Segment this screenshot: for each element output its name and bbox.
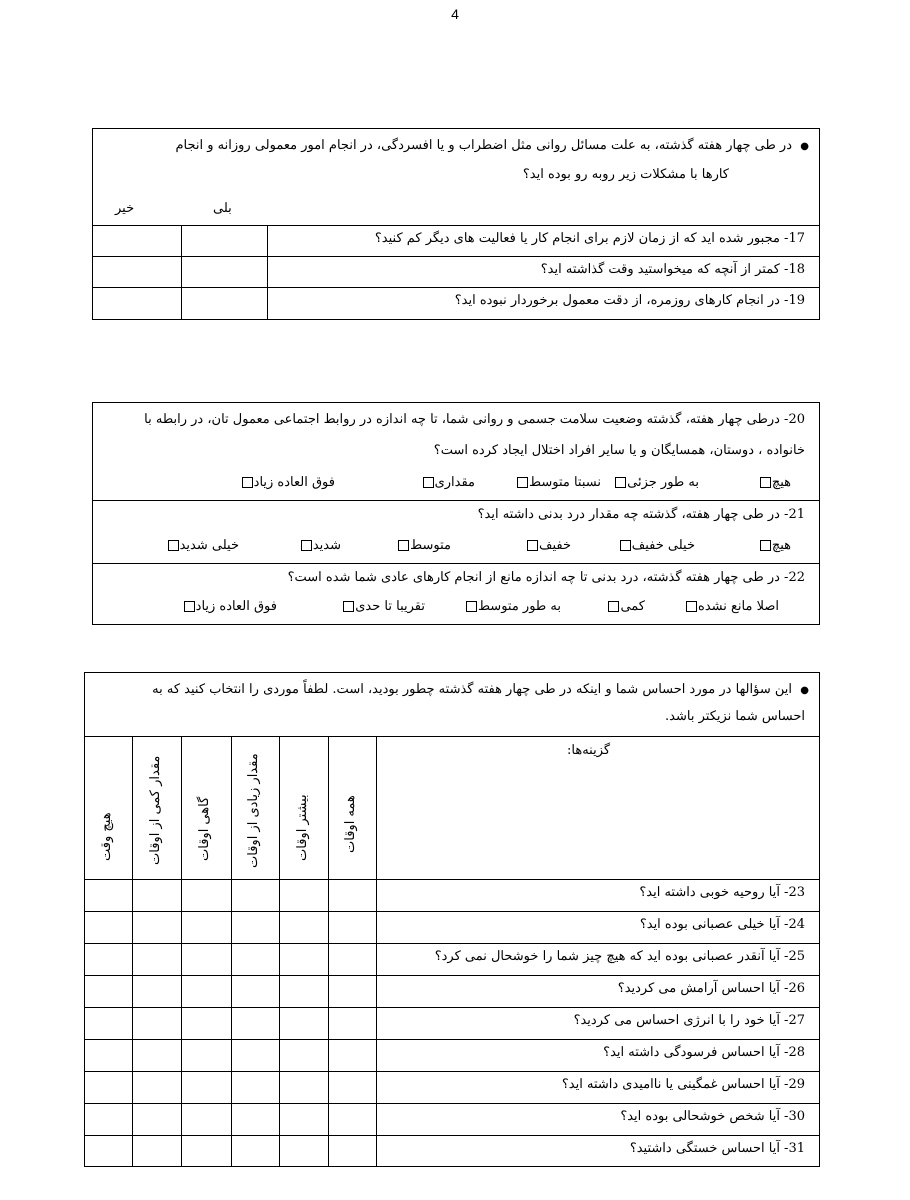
q19-yes-cell[interactable] [182,288,266,318]
question-24: 24- آیا خیلی عصبانی بوده اید؟ [639,917,805,932]
q22-option-a-little[interactable]: کمی [608,599,645,614]
col-header-all-of-the-time: همه اوقات [343,795,358,853]
q21-option-very-mild[interactable]: خیلی خفیف [620,538,695,553]
question-21: 21- در طی چهار هفته، گذشته چه مقدار درد بدنی داشته اید؟ [477,507,805,522]
question-25: 25- آیا آنقدر عصبانی بوده اید که هیچ چیز شما را خوشحال نمی کرد؟ [434,949,805,964]
q18-yes-cell[interactable] [182,257,266,286]
page-number: 4 [451,6,459,22]
checkbox[interactable] [423,477,434,488]
no-column-label: خیر [115,201,135,216]
q21-option-mild[interactable]: خفیف [527,538,571,553]
checkbox[interactable] [517,477,528,488]
q21-option-moderate[interactable]: متوسط [398,538,451,553]
checkbox[interactable] [527,540,538,551]
q19-no-cell[interactable] [94,288,180,318]
q21-option-severe[interactable]: شدید [301,538,341,553]
question-26: 26- آیا احساس آرامش می کردید؟ [617,981,805,996]
section1-intro-line2: کارها با مشکلات زیر روبه رو بوده اید؟ [522,167,729,182]
q22-option-not-at-all[interactable]: اصلا مانع نشده [686,599,779,614]
q17-yes-cell[interactable] [182,226,266,255]
section3-intro: ● این سؤالها در مورد احساس شما و اینکه در طی چهار هفته گذشته چطور بودید، است. لطفاً موردی را انتخاب کنید که به [152,682,809,697]
col-header-a-good-bit-of-the-time: مقدار زیادی از اوقات [246,753,261,868]
checkbox[interactable] [168,540,179,551]
checkbox[interactable] [343,601,354,612]
checkbox[interactable] [686,601,697,612]
q20-option-none[interactable]: هیچ [760,475,791,490]
question-19: 19- در انجام کارهای روزمره، از دقت معمول برخوردار نبوده اید؟ [454,293,805,308]
section3-intro-line2: احساس شما نزیکتر باشد. [665,709,805,724]
question-31: 31- آیا احساس خستگی داشتید؟ [629,1141,805,1156]
checkbox[interactable] [760,540,771,551]
q20-option-moderately[interactable]: نسبتا متوسط [517,475,601,490]
question-29: 29- آیا احساس غمگینی یا ناامیدی داشته اید؟ [561,1077,805,1092]
question-20-line1: 20- درطی چهار هفته، گذشته وضعیت سلامت جسمی و روانی شما، تا چه اندازه در روابط اجتماعی معمول تان، در رابطه با [144,412,805,427]
q18-no-cell[interactable] [94,257,180,286]
q22-option-extremely[interactable]: فوق العاده زیاد [184,599,277,614]
section1-box [92,128,820,320]
question-22: 22- در طی چهار هفته گذشته، درد بدنی تا چه اندازه مانع از انجام کارهای عادی شما شده است؟ [287,570,805,585]
question-27: 27- آیا خود را با انرژی احساس می کردید؟ [573,1013,805,1028]
question-17: 17- مجبور شده اید که از زمان لازم برای انجام کار یا فعالیت های دیگر کم کنید؟ [374,231,805,246]
col-header-never: هیچ وقت [99,812,114,861]
col-header-most-of-the-time: بیشتر اوقات [295,794,310,861]
checkbox[interactable] [608,601,619,612]
checkbox[interactable] [242,477,253,488]
q21-option-very-severe[interactable]: خیلی شدید [168,538,239,553]
checkbox[interactable] [620,540,631,551]
checkbox[interactable] [398,540,409,551]
question-28: 28- آیا احساس فرسودگی داشته اید؟ [603,1045,805,1060]
checkbox[interactable] [760,477,771,488]
q20-option-slightly[interactable]: به طور جزئی [615,475,699,490]
checkbox[interactable] [184,601,195,612]
checkbox[interactable] [615,477,626,488]
section3-box [84,672,820,1167]
options-header: گزینه‌ها: [567,743,611,758]
section1-intro: ● در طی چهار هفته گذشته، به علت مسائل روانی مثل اضطراب و یا افسردگی، در انجام امور معمولی روزانه و انجام [175,138,809,153]
col-header-a-little-of-the-time: مقدار کمی از اوقات [148,755,163,865]
question-23: 23- آیا روحیه خوبی داشته اید؟ [639,885,805,900]
question-30: 30- آیا شخص خوشحالی بوده اید؟ [620,1109,805,1124]
checkbox[interactable] [301,540,312,551]
question-20-line2: خانواده ، دوستان، همسایگان و یا سایر افراد اختلال ایجاد کرده است؟ [433,443,805,458]
yes-column-label: بلی [213,201,232,216]
q21-option-none[interactable]: هیچ [760,538,791,553]
q22-option-moderately[interactable]: به طور متوسط [466,599,561,614]
bullet-icon: ● [800,685,809,696]
q20-option-extremely[interactable]: فوق العاده زیاد [242,475,335,490]
col-header-some-of-the-time: گاهی اوقات [197,796,212,861]
q20-option-quite[interactable]: مقداری [423,475,475,490]
bullet-icon: ● [800,141,809,152]
section2-box [92,402,820,625]
checkbox[interactable] [466,601,477,612]
question-18: 18- کمتر از آنچه که میخواستید وقت گذاشته اید؟ [540,262,805,277]
q17-no-cell[interactable] [94,226,180,255]
q22-option-quite-a-bit[interactable]: تقریبا تا حدی [343,599,425,614]
